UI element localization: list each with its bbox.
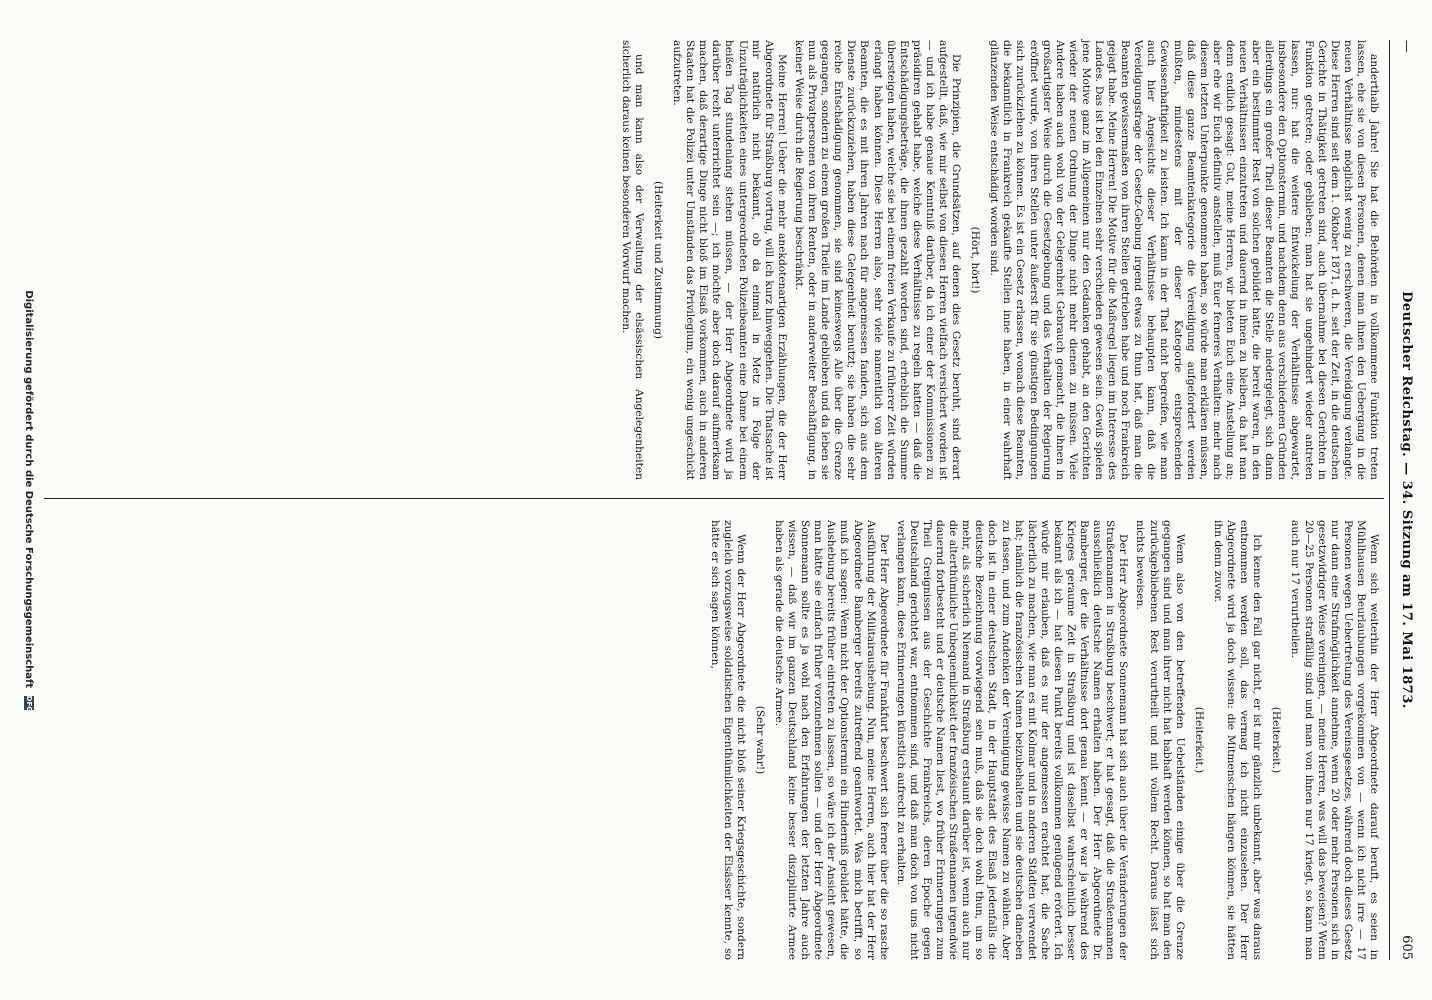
running-head bbox=[1392, 40, 1414, 960]
paragraph: Wenn also von den betreffenden Uebelständen einige über die Grenze gegangen sind und man ihrer nicht hat habhaft werden können, so hat man den zurückgebliebenen Rest verurtheilt und mit vollem Recht. Daraus lässt sich nichts beweisen. bbox=[1134, 520, 1186, 960]
paragraph: Meine Herren! Ueber die mehr anekdotenartigen Erzählungen, die der Herr Abgeordnete für Straßburg vortrug, will ich kurz hinweggehen. Die Thatsache ist mir natürlich nicht bekannt, ob da einmal in Metz in Folge der Unzuträglichkeiten eines untergeordneten Polizeibeamten eine Dame bei einem heißen Tag stundenlang stehen müssen, — der Herr Abgeordnete wird ja darüber recht unterrichtet sein —; ich möchte aber doch darauf aufmerksam machen, daß derartige Dinge nicht bloß im Elsaß vorkommen, auch in anderen Staaten hat die Polizei unter Umständen das Privilegium, ein wenig ungeschickt aufzutreten. bbox=[671, 40, 788, 480]
paragraph: und man kann also der Verwaltung der elsässischen Angelegenheiten sicherlich daraus keinen besonderen Vorwurf machen. bbox=[619, 40, 645, 480]
paragraph: Die Prinzipien, die Grundsätzen, auf denen dies Gesetz beruht, sind derart aufgestellt, daß, wie mir selbst von diesen Herren vielfach versichert worden ist — und ich habe genaue Kenntniß darüber, da ich einer der Kommissionen zu präsidiren gehabt habe, welche diese Verhältnisse zu regeln hatten — daß die Entschädigungsbeträge, die ihnen gezahlt worden sind, erheblich die Summe übersteigen haben, welche sie bei einem freien Verkaufe zu früherer Zeit würden erlangt haben können. Diese Herren also, sehr viele namentlich von älteren Beamten, die es mit ihren Jahren nach für angemessen fanden, sich aus dem Dienste zurückzuziehen, haben diese Gelegenheit benutzt; sie haben die sehr reiche Entschädigung genommen, sie sind keineswegs Alle über die Grenze gegangen, sondern zu einem großen Theile im Lande geblieben und da leben sie nun als Privatpersonen von ihren Renten, oder in anderweiter Beschäftigung, in keiner Weise durch die Regierung beschränkt. bbox=[792, 40, 963, 480]
running-head-mark: — bbox=[1399, 40, 1414, 53]
paragraph: Wenn der Herr Abgeordnete die nicht bloß seiner Kriegsgeschichte, sondern zugleich vorzugsweise soldatischen Eigenthümlichkeiten der Elsässer kennte, so hätte er sich sagen können, bbox=[708, 520, 747, 960]
dfg-logo: DFG bbox=[25, 695, 33, 713]
right-column bbox=[704, 520, 1381, 960]
digitization-credit bbox=[23, 0, 34, 1000]
paragraph: Ich kenne den Fall gar nicht, er ist mir gänzlich unbekannt, aber was daraus entnommen werden soll, das vermag ich nicht einzusehen. Der Herr Abgeordnete wird ja doch wissen: die Mitmenschen hängen können, sie hätten ihn denn zuvor. bbox=[1211, 520, 1264, 960]
paragraph: Der Herr Abgeordnete für Frankfurt beschwert sich ferner über die so rasche Ausführung der Militairaushebung. Nun, meine Herren, auch hier hat der Herr Abgeordnete Bamberger bereits zutreffend geantwortet. Was mich betrifft, so muß ich sagen: Wenn nicht der Optionstermin ein Hinderniß gebildet hätte, die Aushebung bereits früher eintreten zu lassen, so wäre ich der Ansicht gewesen, man hätte sie einfach früher vorzunehmen sollen — und der Herr Abgeordnete Sonnemann sollte es ja wohl nach den Erfahrungen der letzten Jahre auch wissen, — daß wir im ganzen Deutschland keine besser disziplinirte Armee haben als gerade die deutsche Armee. bbox=[772, 520, 890, 960]
paragraph: anderthalb Jahre! Sie hat die Behörden in vollkommene Funktion treten lassen, ehe sie von diesen Personen, denen man ihnen den Uebergang in die neuen Verhältnisse möglichst wenig zu erschweren, die Vereidigung verlangte. Diese Herren sind seit dem 1. Oktober 1871, d. h. seit der Zeit, in die deutschen Gerichte in Thätigkeit getreten sind, auch übernahme bei diesen Gerichten in Funktion getreten; oder geblieben; man hat sie ungehindert wieder antreten lassen, nur: hat die weitere Entwickelung der Verhältnisse abgewartet, insbesondere den Optionstermin, und nachdem denn aus verschiedenen Gründen allerdings ein großer Theil dieser Beamten die Stelle niedergelegt, sich dann aber ein bestimmter Rest von solchen gebildet hatte, die bereit waren, in den neuen Verhältnissen einzutreten und dauernd in ihnen zu bleiben, da hat man denn endlich gesagt: Gut, meine Herren, wir bieten Euch eine Anstellung an; aber ehe wir Euch definitiv anstellen, muß Euer ferneres Verhalten: mehr nach diesem letzten Unterpunkte genommen haben, so würde man erklären müssen, daß diese ganze Beamtenkategorie die Vereidigung aufgefordert werden müßten, mindestens mit der dieser Kategorie entsprechenden Gewissenhaftigkeit zu leisten. Ich kann in der That nicht begreifen, wie man auch hier Angesichts dieser Verhältnisse behaupten kann, daß die Vereidigungsfrage der Gesetz-Gebung irgend etwas zu thun hat, daß man die Beamten gewissermaßen von ihren Stellen getrieben habe und noch Frankreich gejagt habe. Meine Herren! Die Motive für die Maßregel liegen im Interesse des Landes. Das ist bei den Einzelnen sehr verschieden gewesen sein. Gewiß spielen jene Motive ganz im Allgemeinen nur den Gedanken gehabt, an den Gerichten wieder der neuen Ordnung der Dinge nicht mehr dienen zu müssen. Viele Andere haben auch wohl von der Gelegenheit Gebrauch gemacht, die ihnen in großartigster Weise durch die Gesetzgebung und das Verhalten der Regierung eröffnet wurde, von ihren Stellen unter äußerst für sie günstigen Bedingungen sich zurückziehen zu können. Es ist ein Gesetz erlassen, wonach diese Beamten, die bekanntlich in Frankreich gekaufte Stellen inne haben, in einer wahrhaft glänzenden Weise entschädigt worden sind. bbox=[988, 40, 1380, 480]
paragraph: Der Herr Abgeordnete Sonnemann hat sich auch über die Veränderungen der Straßennamen in Straßburg beschwert; er hat gesagt, daß die Straßennamen ausschließlich deutsche Namen erhalten haben. Der Herr Abgeordnete Dr. Bamberger, der die Verhältnisse dort genau kennt — er war ja während des Krieges geraume Zeit in Straßburg und ist daselbst wahrscheinlich besser bekannt als ich — hat diesen Punkt bereits vollkommen genügend erörtert. Ich würde mir erlauben, daß es nur der angemessen erachtet hat, die Sache lächerlich zu machen, wie man es mit Kolmar und in anderen Städten verwendet hat; nämlich die französischen Namen beizubehalten und sie deutschen daneben zu fassen, und zum Andenken der Vereinigung gewisse Namen zu wählen. Aber doch ist in einer deutschen Stadt, in der Hauptstadt des Elsaß jedenfalls die deutsche Bezeichnung vorwiegend sein muß, daß sie doch wohl thun, um so mehr, als sicherlich Niemand in Straßburg erstaunt darüber ist, wenn auch nur die alterthümliche Unbequemlichkeit der französischen Straßennamen irgendwie dauernd fortbesteht und er deutsche Namen liest, wo früher Erinnerungen zum Theil Greignissen aus der Geschichte Frankreichs, deren Epoche gegen Deutschland gerichtet war, entnommen sind, und daß man doch von uns nicht verlangen kann, diese Erinnerungen künstlich aufrecht zu erhalten. bbox=[894, 520, 1130, 960]
page-number: 605 bbox=[1399, 935, 1414, 960]
interjection: (Heiterkeit.) bbox=[1192, 706, 1205, 774]
header-rule bbox=[1389, 40, 1390, 960]
running-head-title: Deutscher Reichstag. — 34. Sitzung am 17. Mai 1873. bbox=[1399, 291, 1414, 709]
paragraph: Wenn sich weiterhin der Herr Abgeordnete darauf beruft, es seien in Mühlhausen Beurlaubungen vorgekommen von — wenn ich nicht irre — 17 Personen wegen Uebertretung des Vereinsgesetzes, während doch dieses Gesetz nur dann eine Strafmöglichkeit annehme, wenn 20 oder mehr Personen sich in gesetzwidriger Weise vereinigen, — meine Herren, was will das beweisen? Wenn 20—25 Personen straffällig sind und man von ihnen nur 17 kriegt, so kann man auch nur 17 verurtheilen. bbox=[1289, 520, 1380, 960]
interjection: (Sehr wahr!) bbox=[753, 705, 766, 775]
interjection: (Heiterkeit und Zustimmung) bbox=[652, 180, 665, 340]
credit-text: Digitalisierung gefördert durch die Deutsche Forschungsgemeinschaft bbox=[23, 290, 34, 689]
left-column bbox=[615, 40, 1380, 480]
interjection: (Hört, hört!) bbox=[969, 226, 982, 294]
interjection: (Heiterkeit.) bbox=[1270, 706, 1283, 774]
column-divider bbox=[44, 498, 1384, 499]
